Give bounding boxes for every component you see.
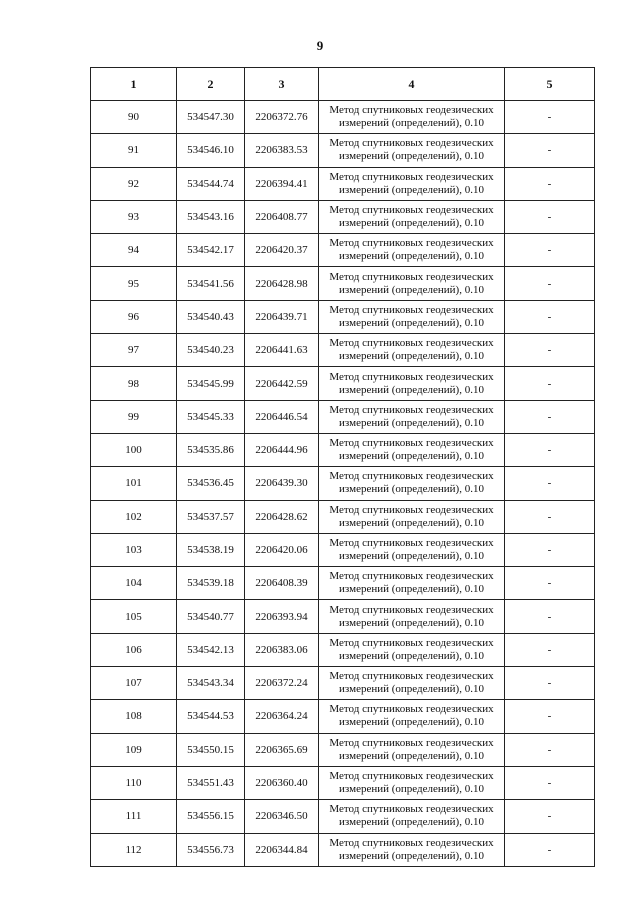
method-line-1: Метод спутниковых геодезических [329,836,494,849]
col-5-value: - [505,700,595,733]
col-5-value: - [505,733,595,766]
point-number: 106 [91,633,177,666]
coord-x: 534540.77 [177,600,245,633]
table-row [91,467,595,500]
point-number: 104 [91,567,177,600]
table-row [91,167,595,200]
coord-y: 2206446.54 [245,400,319,433]
method-cell [319,267,505,300]
method-line-2: измерений (определений), 0.10 [339,250,484,263]
method-line-2: измерений (определений), 0.10 [339,849,484,862]
method-cell [319,167,505,200]
coord-y: 2206420.06 [245,533,319,566]
point-number: 102 [91,500,177,533]
method-line-2: измерений (определений), 0.10 [339,183,484,196]
method-cell [319,667,505,700]
method-cell [319,367,505,400]
point-number: 92 [91,167,177,200]
table-row [91,134,595,167]
method-line-2: измерений (определений), 0.10 [339,816,484,829]
table-row [91,367,595,400]
coord-x: 534543.34 [177,667,245,700]
point-number: 99 [91,400,177,433]
method-line-1: Метод спутниковых геодезических [329,570,494,583]
method-cell [319,733,505,766]
method-cell [319,101,505,134]
method-line-1: Метод спутниковых геодезических [329,204,494,217]
point-number: 90 [91,101,177,134]
table-row [91,400,595,433]
table-row [91,101,595,134]
page-number: 9 [316,38,324,53]
table-row [91,433,595,466]
method-cell [319,200,505,233]
point-number: 107 [91,667,177,700]
coord-x: 534550.15 [177,733,245,766]
method-line-1: Метод спутниковых геодезических [329,137,494,150]
point-number: 97 [91,334,177,367]
method-cell [319,533,505,566]
method-cell [319,334,505,367]
method-cell [319,700,505,733]
table-row [91,500,595,533]
header-col-5: 5 [505,68,595,101]
table-body [91,101,595,867]
coord-y: 2206372.24 [245,667,319,700]
col-5-value: - [505,633,595,666]
coord-x: 534545.99 [177,367,245,400]
point-number: 101 [91,467,177,500]
method-line-2: измерений (определений), 0.10 [339,483,484,496]
method-line-1: Метод спутниковых геодезических [329,736,494,749]
coord-x: 534541.56 [177,267,245,300]
header-col-1: 1 [91,68,177,101]
col-5-value: - [505,134,595,167]
method-line-2: измерений (определений), 0.10 [339,583,484,596]
table-row [91,733,595,766]
point-number: 94 [91,234,177,267]
coord-y: 2206394.41 [245,167,319,200]
coord-x: 534551.43 [177,766,245,799]
point-number: 98 [91,367,177,400]
col-5-value: - [505,600,595,633]
point-number: 111 [91,800,177,833]
coord-y: 2206360.40 [245,766,319,799]
col-5-value: - [505,267,595,300]
method-line-1: Метод спутниковых геодезических [329,770,494,783]
col-5-value: - [505,567,595,600]
point-number: 109 [91,733,177,766]
coord-y: 2206441.63 [245,334,319,367]
method-cell [319,833,505,866]
method-cell [319,600,505,633]
method-line-1: Метод спутниковых геодезических [329,170,494,183]
col-5-value: - [505,300,595,333]
coordinates-table [90,67,595,867]
col-5-value: - [505,200,595,233]
method-cell [319,433,505,466]
method-line-1: Метод спутниковых геодезических [329,437,494,450]
method-cell [319,234,505,267]
coord-x: 534542.13 [177,633,245,666]
table-row [91,633,595,666]
col-5-value: - [505,800,595,833]
coord-x: 534544.74 [177,167,245,200]
col-5-value: - [505,101,595,134]
coord-x: 534556.73 [177,833,245,866]
method-line-1: Метод спутниковых геодезических [329,104,494,117]
method-line-1: Метод спутниковых геодезических [329,403,494,416]
method-line-1: Метод спутниковых геодезических [329,537,494,549]
method-cell [319,300,505,333]
point-number: 112 [91,833,177,866]
point-number: 103 [91,533,177,566]
coord-y: 2206364.24 [245,700,319,733]
method-line-2: измерений (определений), 0.10 [339,350,484,363]
table-row [91,234,595,267]
col-5-value: - [505,334,595,367]
point-number: 108 [91,700,177,733]
method-line-1: Метод спутниковых геодезических [329,337,494,350]
method-line-2: измерений (определений), 0.10 [339,683,484,696]
method-line-2: измерений (определений), 0.10 [339,283,484,296]
table-row [91,833,595,866]
table-row [91,200,595,233]
coord-y: 2206383.06 [245,633,319,666]
method-line-1: Метод спутниковых геодезических [329,270,494,283]
header-col-2: 2 [177,68,245,101]
col-5-value: - [505,467,595,500]
col-5-value: - [505,167,595,200]
coord-y: 2206365.69 [245,733,319,766]
coord-y: 2206408.77 [245,200,319,233]
method-cell [319,400,505,433]
point-number: 96 [91,300,177,333]
coord-y: 2206393.94 [245,600,319,633]
method-line-1: Метод спутниковых геодезических [329,670,494,683]
coord-x: 534556.15 [177,800,245,833]
col-5-value: - [505,833,595,866]
coord-y: 2206372.76 [245,101,319,134]
method-line-2: измерений (определений), 0.10 [339,316,484,329]
method-line-2: измерений (определений), 0.10 [339,383,484,396]
method-cell [319,567,505,600]
header-col-4: 4 [319,68,505,101]
method-line-1: Метод спутниковых геодезических [329,470,494,483]
method-line-1: Метод спутниковых геодезических [329,370,494,383]
method-line-2: измерений (определений), 0.10 [339,416,484,429]
coord-y: 2206383.53 [245,134,319,167]
table-row [91,667,595,700]
method-line-1: Метод спутниковых геодезических [329,703,494,716]
point-number: 95 [91,267,177,300]
coord-x: 534540.43 [177,300,245,333]
col-5-value: - [505,400,595,433]
table-row [91,567,595,600]
table-row [91,533,595,566]
method-line-1: Метод спутниковых геодезических [329,636,494,649]
table-row [91,300,595,333]
table-row [91,700,595,733]
coord-y: 2206442.59 [245,367,319,400]
method-line-2: измерений (определений), 0.10 [339,783,484,796]
method-line-1: Метод спутниковых геодезических [329,303,494,316]
method-cell [319,633,505,666]
col-5-value: - [505,367,595,400]
method-line-2: измерений (определений), 0.10 [339,649,484,662]
coord-y: 2206428.98 [245,267,319,300]
col-5-value: - [505,500,595,533]
col-5-value: - [505,533,595,566]
coord-y: 2206408.39 [245,567,319,600]
coord-x: 534547.30 [177,101,245,134]
col-5-value: - [505,766,595,799]
coord-y: 2206444.96 [245,433,319,466]
method-line-2: измерений (определений), 0.10 [339,550,484,562]
col-5-value: - [505,234,595,267]
coord-y: 2206439.71 [245,300,319,333]
table-row [91,334,595,367]
method-line-2: измерений (определений), 0.10 [339,150,484,163]
method-line-2: измерений (определений), 0.10 [339,616,484,629]
table-row [91,800,595,833]
point-number: 93 [91,200,177,233]
coord-y: 2206428.62 [245,500,319,533]
method-cell [319,467,505,500]
point-number: 91 [91,134,177,167]
coord-x: 534540.23 [177,334,245,367]
coord-y: 2206420.37 [245,234,319,267]
coord-y: 2206439.30 [245,467,319,500]
table-header-row [91,68,595,101]
method-line-2: измерений (определений), 0.10 [339,117,484,130]
method-line-2: измерений (определений), 0.10 [339,716,484,729]
table-row [91,600,595,633]
coord-x: 534542.17 [177,234,245,267]
method-line-1: Метод спутниковых геодезических [329,803,494,816]
coord-x: 534546.10 [177,134,245,167]
table-row [91,766,595,799]
coord-x: 534539.18 [177,567,245,600]
method-cell [319,500,505,533]
point-number: 105 [91,600,177,633]
coord-y: 2206344.84 [245,833,319,866]
coord-x: 534538.19 [177,533,245,566]
coord-y: 2206346.50 [245,800,319,833]
method-cell [319,800,505,833]
point-number: 100 [91,433,177,466]
method-cell [319,766,505,799]
method-line-2: измерений (определений), 0.10 [339,450,484,463]
col-5-value: - [505,667,595,700]
point-number: 110 [91,766,177,799]
method-line-2: измерений (определений), 0.10 [339,217,484,230]
method-line-1: Метод спутниковых геодезических [329,503,494,516]
coord-x: 534545.33 [177,400,245,433]
method-line-2: измерений (определений), 0.10 [339,516,484,529]
table-row [91,267,595,300]
header-col-3: 3 [245,68,319,101]
method-cell [319,134,505,167]
coord-x: 534536.45 [177,467,245,500]
method-line-1: Метод спутниковых геодезических [329,237,494,250]
coord-x: 534544.53 [177,700,245,733]
coord-x: 534537.57 [177,500,245,533]
method-line-1: Метод спутниковых геодезических [329,603,494,616]
coord-x: 534543.16 [177,200,245,233]
coord-x: 534535.86 [177,433,245,466]
col-5-value: - [505,433,595,466]
method-line-2: измерений (определений), 0.10 [339,749,484,762]
